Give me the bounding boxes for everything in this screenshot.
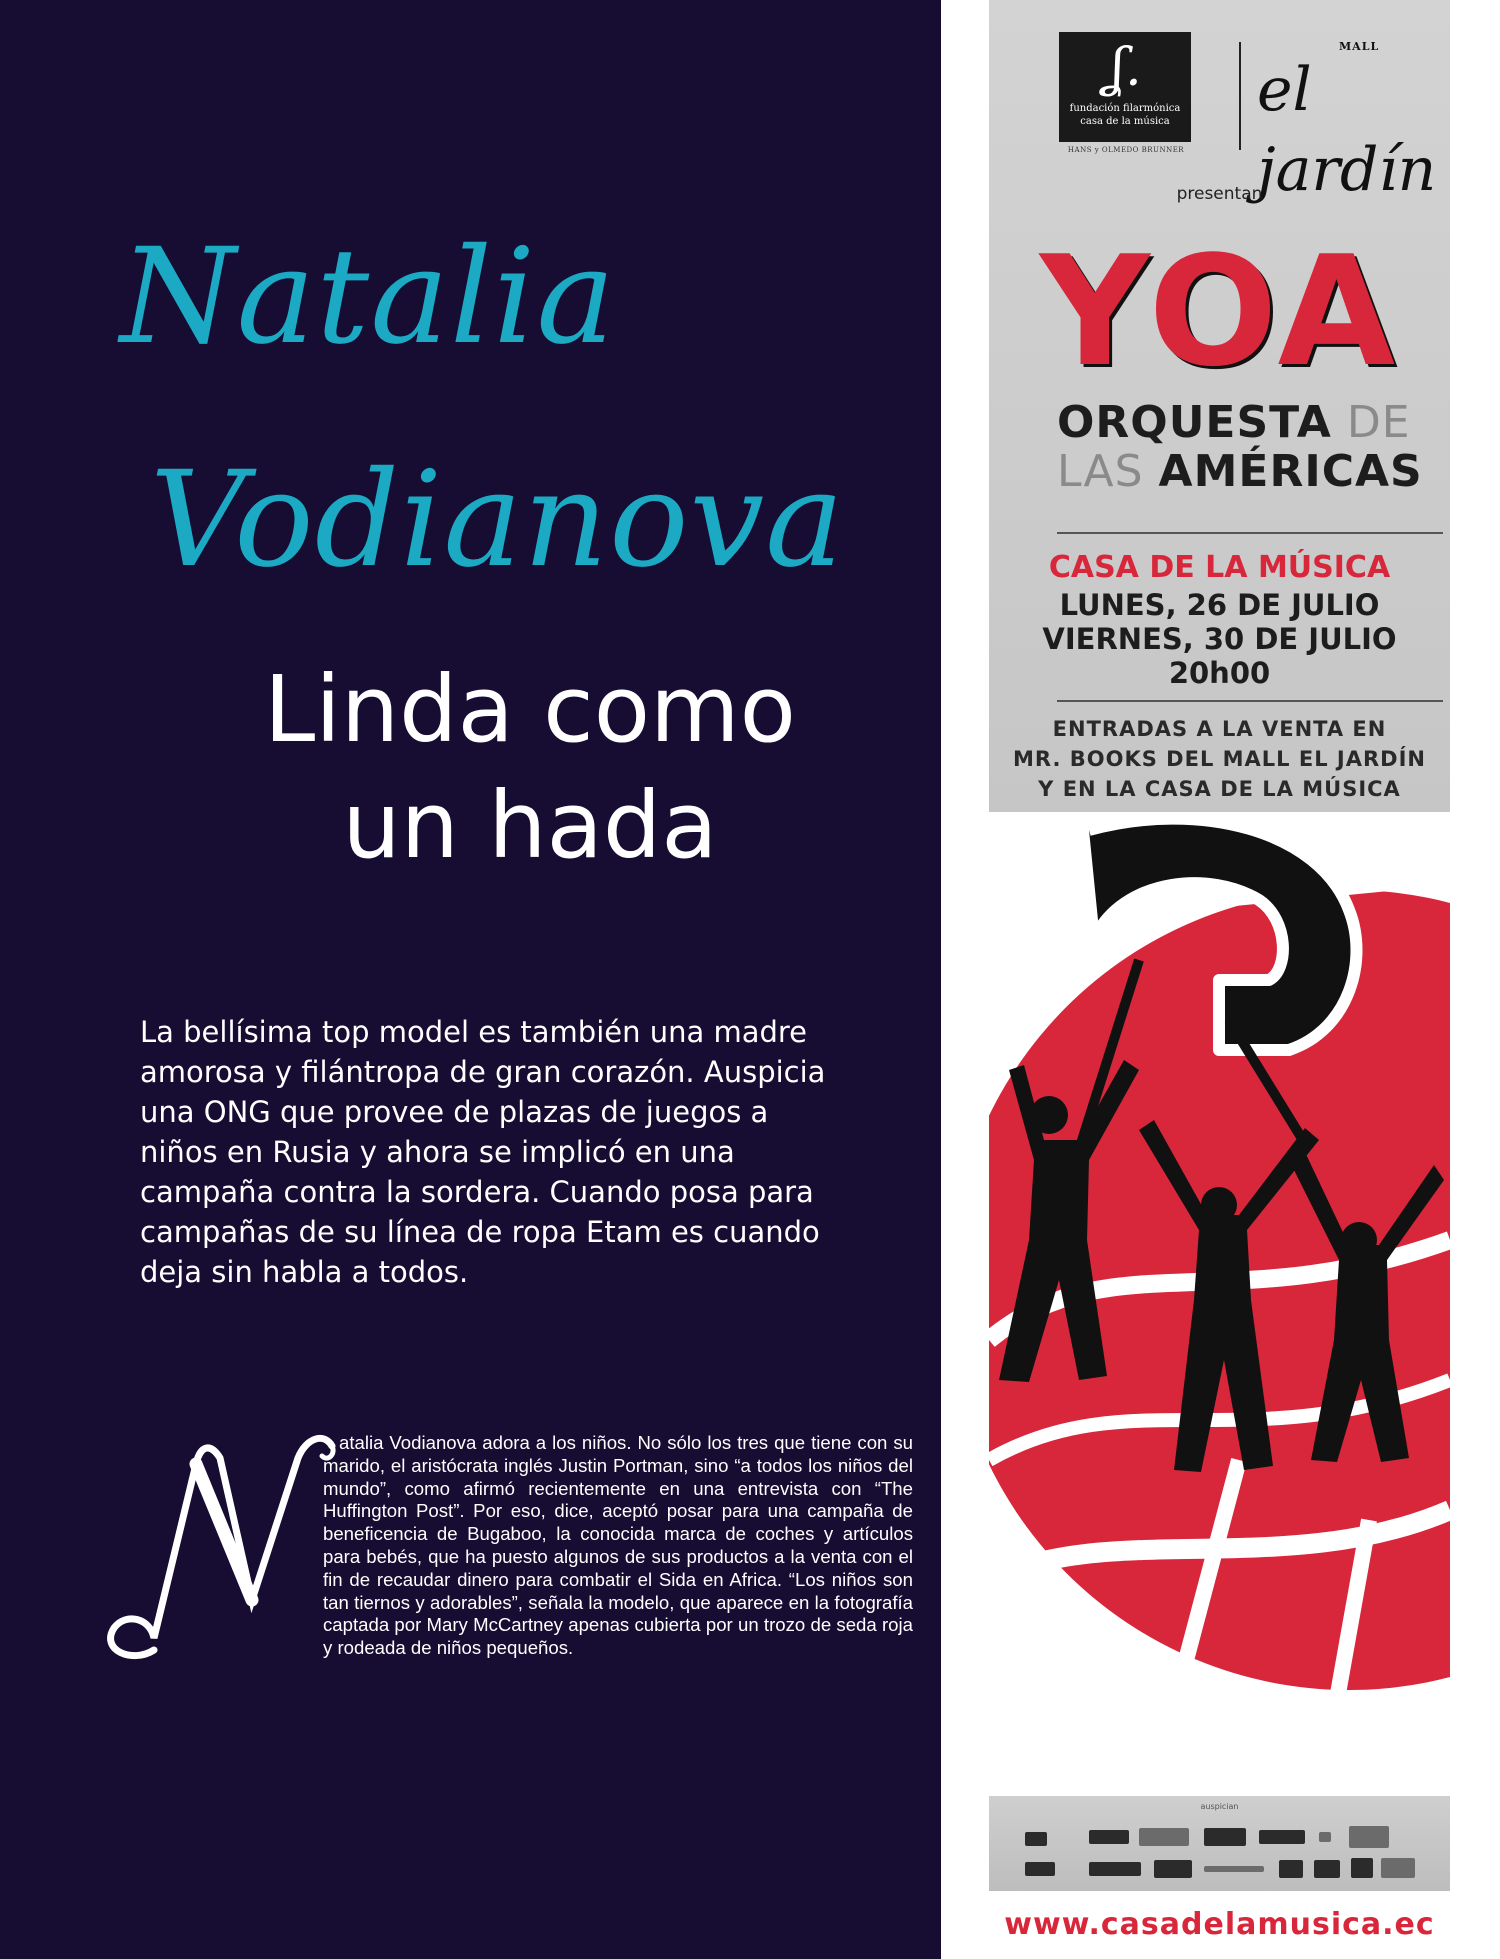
sponsor-logo-3 [1139, 1828, 1189, 1846]
sponsor-logo-5 [1259, 1830, 1305, 1844]
logo-divider [1239, 42, 1241, 150]
orquesta-bold: ORQUESTA [1057, 397, 1332, 448]
el-jardin-logo: el jardín [1257, 55, 1437, 205]
article-title-first-name: Natalia [120, 220, 617, 374]
sponsor-logo-6 [1319, 1832, 1331, 1842]
date-line-2: VIERNES, 30 DE JULIO [1042, 622, 1397, 656]
subtitle-line-2: un hada [342, 772, 718, 879]
americas-light: LAS [1057, 446, 1159, 497]
website-bar [989, 1891, 1450, 1959]
orquesta-line [1057, 397, 1411, 449]
article-title-last-name: Vodianova [150, 443, 845, 597]
poster-artwork [989, 820, 1450, 1796]
sponsor-logo-7 [1349, 1826, 1389, 1848]
article-subtitle [170, 652, 890, 884]
article-lead: La bellísima top model es también una madre amorosa y filántropa de gran corazón. Auspicia una ONG que provee de plazas de juegos a niños en Rusia y ahora se implicó en una campaña contra la sordera. Cuando posa para campañas de su línea de ropa Etam es cuando deja sin habla a todos. [140, 1015, 826, 1289]
sponsor-logo-1 [1025, 1832, 1047, 1846]
mall-label: MALL [1339, 40, 1380, 53]
poster-header [989, 0, 1450, 812]
article-body: atalia Vodianova adora a los niños. No sólo los tres que tiene con su marido, el aristócrata inglés Justin Portman, sino “a todos los niños del mundo”, como afirmó recientemente en una entrevista con “The Huffington Post”. Por eso, dice, aceptó posar para una campaña de beneficencia de Bugaboo, la conocida marca de coches y artículos para bebés, que ha puesto algunos de sus productos a la venta con el fin de recaudar dinero para combatir el Sida en Africa. “Los niños son tan tiernos y adorables”, señala la modelo, que aparece en la fotografía captada por Mary McCartney apenas cubierta por un trozo de seda roja y rodeada de niños pequeños. [323, 1432, 913, 1659]
dropcap-n [92, 1402, 342, 1672]
sponsors-label: auspician [1200, 1802, 1239, 1811]
logo-under-text: HANS y OLMEDO BRUNNER [1067, 146, 1185, 154]
concert-poster [989, 0, 1450, 1959]
orquesta-light: DE [1331, 397, 1411, 448]
sponsor-logo-9 [1089, 1862, 1141, 1876]
time-text: 20h00 [1168, 656, 1271, 690]
tickets-line-1: ENTRADAS A LA VENTA EN [1052, 717, 1387, 741]
date-line-1: LUNES, 26 DE JULIO [1059, 588, 1380, 622]
logo-signature-icon: ʆ. [1108, 38, 1142, 98]
casa-musica-logo [1059, 32, 1191, 142]
website-link[interactable]: www.casadelamusica.ec [1004, 1907, 1435, 1942]
presentan-text: presentan [1176, 184, 1263, 204]
sponsor-logo-4 [1204, 1828, 1246, 1846]
logo-caption-line-1: fundación filarmónica [1069, 103, 1181, 114]
sponsor-logo-10 [1154, 1860, 1192, 1878]
poster-rule-top [1057, 532, 1443, 534]
sponsor-logo-11 [1204, 1866, 1264, 1872]
americas-bold: AMÉRICAS [1158, 446, 1423, 497]
venue-text: CASA DE LA MÚSICA [1048, 550, 1391, 585]
yoa-title: YOA [1039, 223, 1400, 400]
tickets-line-3: Y EN LA CASA DE LA MÚSICA [1038, 777, 1401, 801]
poster-rule-bottom [1057, 700, 1443, 702]
sponsor-logo-15 [1381, 1858, 1415, 1878]
americas-line [1057, 446, 1423, 498]
subtitle-line-1: Linda como [264, 656, 796, 763]
sponsor-logo-2 [1089, 1830, 1129, 1844]
sponsor-logo-12 [1279, 1860, 1303, 1878]
tickets-info [989, 714, 1450, 804]
logo-caption [1059, 102, 1191, 128]
tickets-line-2: MR. BOOKS DEL MALL EL JARDÍN [1013, 747, 1426, 771]
sponsors-strip [989, 1796, 1450, 1891]
sponsor-logo-8 [1025, 1862, 1055, 1876]
logo-caption-line-2: casa de la música [1080, 116, 1170, 127]
sponsor-logo-13 [1314, 1860, 1340, 1878]
sponsor-logo-14 [1351, 1858, 1373, 1878]
